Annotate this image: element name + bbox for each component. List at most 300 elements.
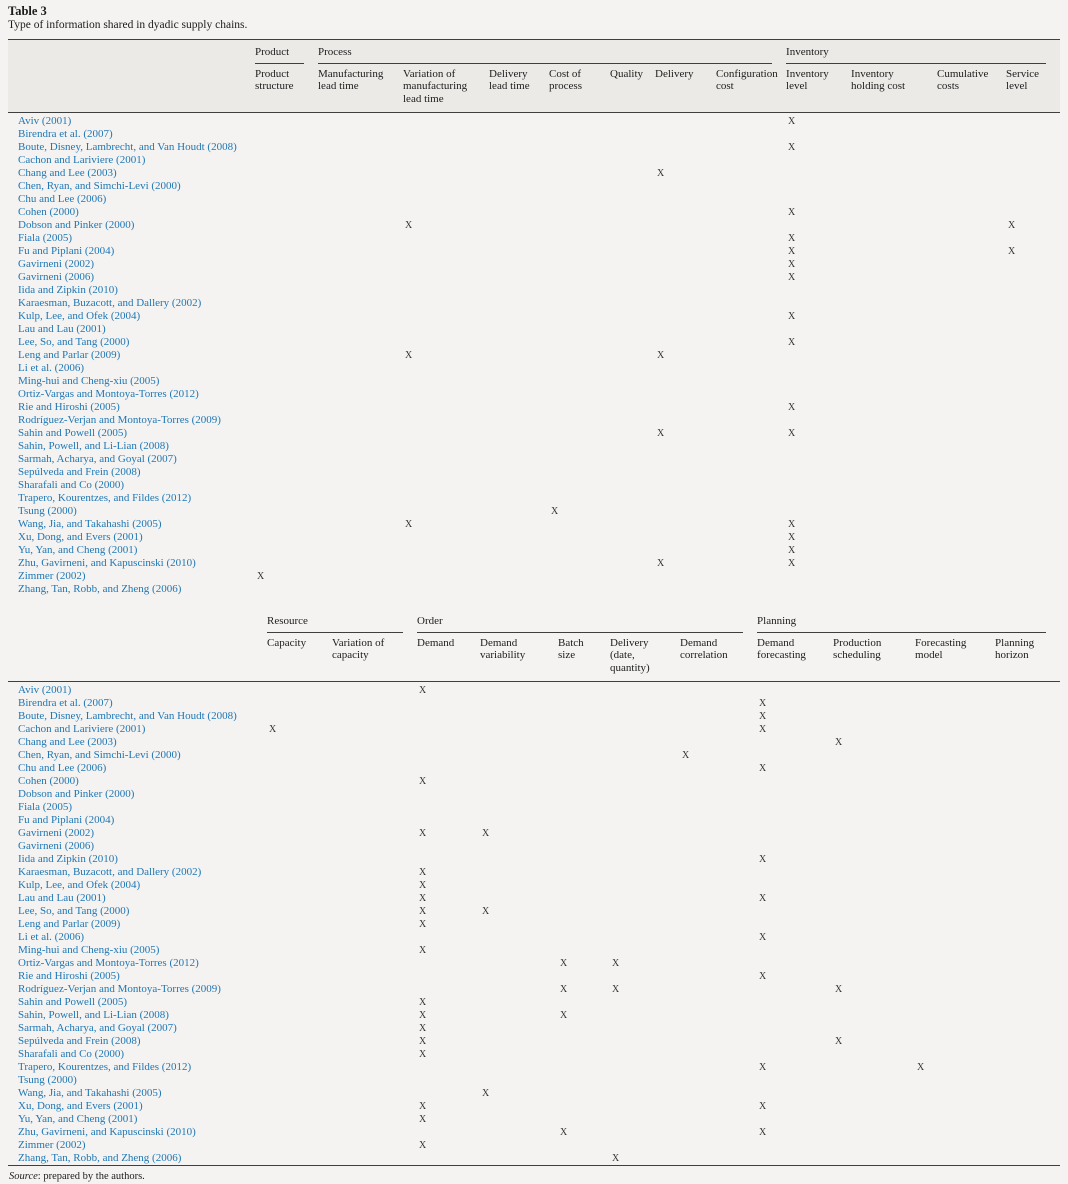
author-cell [8,219,255,232]
table-caption: Type of information shared in dyadic supply chains. [8,19,248,31]
empty-cell [255,141,318,154]
column-header-demand: Demand [417,633,480,682]
citation-link[interactable]: Sahin and Powell (2005) [18,996,128,1008]
empty-cell [610,879,680,892]
citation-link[interactable]: Boute, Disney, Lambrecht, and Van Houdt (2008) [18,141,237,153]
x-mark-cell: X [405,350,413,361]
empty-cell [1006,570,1060,583]
empty-cell [610,801,680,814]
empty-cell [680,814,757,827]
table-row [8,723,1060,736]
empty-cell [610,167,655,180]
citation-link[interactable]: Gavirneni (2002) [18,258,95,270]
citation-link[interactable]: Gavirneni (2006) [18,271,95,283]
empty-cell [489,583,549,596]
empty-cell [915,983,995,996]
empty-cell [558,853,610,866]
empty-cell [833,697,915,710]
empty-cell [549,297,610,310]
empty-cell [549,219,610,232]
citation-link[interactable]: Sarmah, Acharya, and Goyal (2007) [18,453,177,465]
x-mark-cell: X [788,428,796,439]
citation-link[interactable]: Yu, Yan, and Cheng (2001) [18,1113,138,1125]
x-mark-cell: X [419,776,427,787]
table-row [8,1009,1060,1022]
citation-link[interactable]: Sepúlveda and Frein (2008) [18,1035,141,1047]
x-mark-cell: X [788,337,796,348]
empty-cell [937,375,1006,388]
empty-cell [549,466,610,479]
table-row [8,682,1060,698]
table-row [8,1126,1060,1139]
table-row [8,697,1060,710]
x-mark-cell: X [788,545,796,556]
citation-link[interactable]: Birendra et al. (2007) [18,128,113,140]
citation-link[interactable]: Fiala (2005) [18,232,73,244]
empty-cell [558,918,610,931]
citation-link[interactable]: Ortiz-Vargas and Montoya-Torres (2012) [18,388,199,400]
empty-cell [480,762,558,775]
empty-cell [267,983,332,996]
citation-link[interactable]: Chu and Lee (2006) [18,762,107,774]
table-row [8,749,1060,762]
empty-cell [680,1074,757,1087]
empty-cell [549,245,610,258]
citation-link[interactable]: Cachon and Lariviere (2001) [18,154,146,166]
empty-cell [255,427,318,440]
empty-cell [716,401,786,414]
empty-cell [716,180,786,193]
citation-link[interactable]: Rodríguez-Verjan and Montoya-Torres (2009) [18,414,221,426]
empty-cell [786,323,851,336]
citation-link[interactable]: Aviv (2001) [18,684,72,696]
table-row [8,271,1060,284]
empty-cell [851,362,937,375]
citation-link[interactable]: Fu and Piplani (2004) [18,245,115,257]
empty-cell [558,723,610,736]
empty-cell [417,970,480,983]
column-header-cost-of-process: Cost of process [549,64,610,113]
table-row [8,375,1060,388]
author-cell [8,788,267,801]
citation-link[interactable]: Leng and Parlar (2009) [18,349,121,361]
empty-cell [757,957,833,970]
table-row [8,583,1060,596]
empty-cell [995,944,1060,957]
empty-cell [558,1100,610,1113]
empty-cell [489,362,549,375]
author-cell [8,827,267,840]
empty-cell [489,141,549,154]
empty-cell [610,505,655,518]
empty-cell [937,544,1006,557]
empty-cell [318,427,403,440]
empty-cell [915,853,995,866]
empty-cell [610,113,655,129]
empty-cell [937,336,1006,349]
empty-cell [655,323,716,336]
author-cell [8,879,267,892]
empty-cell [915,905,995,918]
empty-cell [489,258,549,271]
citation-link[interactable]: Sharafali and Co (2000) [18,479,124,491]
empty-cell [655,297,716,310]
citation-link[interactable]: Lau and Lau (2001) [18,892,106,904]
empty-cell [851,479,937,492]
empty-cell [318,193,403,206]
citation-link[interactable]: Iida and Zipkin (2010) [18,853,118,865]
empty-cell [549,336,610,349]
empty-cell [833,1009,915,1022]
column-header-configuration-cost: Configuration cost [716,64,786,113]
group-header-order: Order [417,609,757,633]
citation-link[interactable]: Lee, So, and Tang (2000) [18,336,130,348]
citation-link[interactable]: Wang, Jia, and Takahashi (2005) [18,518,162,530]
citation-link[interactable]: Sahin, Powell, and Li-Lian (2008) [18,440,169,452]
empty-cell [655,466,716,479]
empty-cell [480,957,558,970]
citation-link[interactable]: Fu and Piplani (2004) [18,814,115,826]
empty-cell [332,983,417,996]
empty-cell [255,180,318,193]
citation-link[interactable]: Yu, Yan, and Cheng (2001) [18,544,138,556]
citation-link[interactable]: Cachon and Lariviere (2001) [18,723,146,735]
empty-cell [995,1113,1060,1126]
citation-link[interactable]: Tsung (2000) [18,505,77,517]
x-mark-cell: X [682,750,690,761]
x-mark-cell: X [560,1010,568,1021]
empty-cell [757,840,833,853]
citation-link[interactable]: Boute, Disney, Lambrecht, and Van Houdt (2008) [18,710,237,722]
empty-cell [851,167,937,180]
empty-cell [610,775,680,788]
empty-cell [833,775,915,788]
empty-cell [255,362,318,375]
table-row [8,518,1060,531]
empty-cell [716,492,786,505]
citation-link[interactable]: Leng and Parlar (2009) [18,918,121,930]
author-cell [8,206,255,219]
empty-cell [610,736,680,749]
empty-cell [318,258,403,271]
empty-cell [680,879,757,892]
empty-cell [318,544,403,557]
citation-link[interactable]: Karaesman, Buzacott, and Dallery (2002) [18,866,202,878]
citation-link[interactable]: Cohen (2000) [18,206,79,218]
empty-cell [318,518,403,531]
empty-cell [549,154,610,167]
empty-cell [915,970,995,983]
x-mark-cell: X [759,971,767,982]
x-mark-cell: X [759,932,767,943]
citation-link[interactable]: Sepúlveda and Frein (2008) [18,466,141,478]
citation-link[interactable]: Iida and Zipkin (2010) [18,284,118,296]
empty-cell [851,427,937,440]
empty-cell [655,401,716,414]
empty-cell [489,180,549,193]
x-mark-cell: X [405,220,413,231]
x-mark-cell: X [759,1101,767,1112]
empty-cell [915,723,995,736]
citation-link[interactable]: Gavirneni (2002) [18,827,95,839]
table-row [8,258,1060,271]
empty-cell [1006,128,1060,141]
empty-cell [786,167,851,180]
empty-cell [255,479,318,492]
citation-link[interactable]: Xu, Dong, and Evers (2001) [18,531,143,543]
empty-cell [267,1152,332,1166]
empty-cell [549,401,610,414]
empty-cell [716,167,786,180]
empty-cell [610,284,655,297]
empty-cell [332,1113,417,1126]
empty-cell [489,323,549,336]
empty-cell [610,180,655,193]
empty-cell [937,271,1006,284]
empty-cell [680,1100,757,1113]
empty-cell [403,544,489,557]
empty-cell [480,1113,558,1126]
citation-link[interactable]: Lau and Lau (2001) [18,323,106,335]
empty-cell [937,492,1006,505]
empty-cell [937,531,1006,544]
empty-cell [937,414,1006,427]
empty-cell [757,682,833,698]
empty-cell [403,297,489,310]
empty-cell [255,440,318,453]
author-cell [8,710,267,723]
empty-cell [680,866,757,879]
citation-link[interactable]: Dobson and Pinker (2000) [18,788,135,800]
empty-cell [255,531,318,544]
empty-cell [417,853,480,866]
citation-link[interactable]: Trapero, Kourentzes, and Fildes (2012) [18,1061,192,1073]
empty-cell [255,323,318,336]
citation-link[interactable]: Zhu, Gavirneni, and Kapuscinski (2010) [18,557,196,569]
x-mark-cell: X [419,880,427,891]
empty-cell [1006,349,1060,362]
citation-link[interactable]: Trapero, Kourentzes, and Fildes (2012) [18,492,192,504]
x-mark-cell: X [788,311,796,322]
empty-cell [716,297,786,310]
citation-link[interactable]: Ming-hui and Cheng-xiu (2005) [18,375,160,387]
empty-cell [786,193,851,206]
table-row [8,905,1060,918]
empty-cell [833,1048,915,1061]
x-mark-cell: X [551,506,559,517]
empty-cell [995,1087,1060,1100]
x-mark-cell: X [788,246,796,257]
citation-link[interactable]: Rodríguez-Verjan and Montoya-Torres (2009) [18,983,221,995]
citation-link[interactable]: Sahin, Powell, and Li-Lian (2008) [18,1009,169,1021]
empty-cell [757,944,833,957]
author-cell [8,1087,267,1100]
empty-cell [558,1035,610,1048]
x-mark-cell: X [657,428,665,439]
citation-link[interactable]: Chen, Ryan, and Simchi-Levi (2000) [18,749,181,761]
citation-link[interactable]: Cohen (2000) [18,775,79,787]
author-cell [8,570,255,583]
citation-link[interactable]: Birendra et al. (2007) [18,697,113,709]
empty-cell [558,788,610,801]
empty-cell [1006,336,1060,349]
empty-cell [558,1061,610,1074]
empty-cell [915,996,995,1009]
empty-cell [549,531,610,544]
author-cell [8,427,255,440]
author-cell [8,479,255,492]
empty-cell [255,453,318,466]
author-cell [8,944,267,957]
table-row [8,349,1060,362]
author-cell [8,749,267,762]
author-cell [8,762,267,775]
empty-cell [995,866,1060,879]
citation-link[interactable]: Sahin and Powell (2005) [18,427,128,439]
citation-link[interactable]: Zhu, Gavirneni, and Kapuscinski (2010) [18,1126,196,1138]
empty-cell [332,749,417,762]
citation-link[interactable]: Dobson and Pinker (2000) [18,219,135,231]
citation-link[interactable]: Sharafali and Co (2000) [18,1048,124,1060]
x-mark-cell: X [560,984,568,995]
citation-link[interactable]: Kulp, Lee, and Ofek (2004) [18,879,141,891]
empty-cell [1006,401,1060,414]
citation-link[interactable]: Ortiz-Vargas and Montoya-Torres (2012) [18,957,199,969]
empty-cell [757,983,833,996]
empty-cell [489,284,549,297]
empty-cell [255,349,318,362]
empty-cell [851,193,937,206]
empty-cell [267,840,332,853]
empty-cell [403,557,489,570]
citation-link[interactable]: Zhang, Tan, Robb, and Zheng (2006) [18,1152,182,1164]
citation-link[interactable]: Kulp, Lee, and Ofek (2004) [18,310,141,322]
citation-link[interactable]: Rie and Hiroshi (2005) [18,970,120,982]
citation-link[interactable]: Fiala (2005) [18,801,73,813]
citation-link[interactable]: Lee, So, and Tang (2000) [18,905,130,917]
citation-link[interactable]: Xu, Dong, and Evers (2001) [18,1100,143,1112]
empty-cell [417,1152,480,1166]
empty-cell [255,167,318,180]
empty-cell [757,1152,833,1166]
empty-cell [610,544,655,557]
empty-cell [255,206,318,219]
author-column-header [8,609,267,633]
x-mark-cell: X [917,1062,925,1073]
citation-link[interactable]: Chang and Lee (2003) [18,736,117,748]
empty-cell [318,310,403,323]
empty-cell [267,944,332,957]
citation-link[interactable]: Zimmer (2002) [18,1139,86,1151]
citation-link[interactable]: Ming-hui and Cheng-xiu (2005) [18,944,160,956]
empty-cell [480,682,558,698]
empty-cell [937,232,1006,245]
citation-link[interactable]: Gavirneni (2006) [18,840,95,852]
citation-link[interactable]: Li et al. (2006) [18,362,84,374]
empty-cell [549,414,610,427]
empty-cell [610,258,655,271]
column-header-delivery-lead-time: Delivery lead time [489,64,549,113]
empty-cell [332,710,417,723]
citation-link[interactable]: Chen, Ryan, and Simchi-Levi (2000) [18,180,181,192]
empty-cell [610,297,655,310]
empty-cell [558,775,610,788]
empty-cell [833,957,915,970]
citation-link[interactable]: Zhang, Tan, Robb, and Zheng (2006) [18,583,182,595]
empty-cell [757,905,833,918]
empty-cell [757,1035,833,1048]
empty-cell [255,492,318,505]
citation-link[interactable]: Chu and Lee (2006) [18,193,107,205]
empty-cell [417,1074,480,1087]
empty-cell [610,866,680,879]
citation-link[interactable]: Li et al. (2006) [18,931,84,943]
empty-cell [680,983,757,996]
empty-cell [417,762,480,775]
empty-cell [995,682,1060,698]
empty-cell [937,427,1006,440]
empty-cell [786,479,851,492]
citation-link[interactable]: Aviv (2001) [18,115,72,127]
empty-cell [716,453,786,466]
empty-cell [549,557,610,570]
empty-cell [332,697,417,710]
empty-cell [757,1009,833,1022]
author-cell [8,232,255,245]
empty-cell [480,1074,558,1087]
empty-cell [558,1139,610,1152]
citation-link[interactable]: Karaesman, Buzacott, and Dallery (2002) [18,297,202,309]
empty-cell [489,570,549,583]
citation-link[interactable]: Wang, Jia, and Takahashi (2005) [18,1087,162,1099]
empty-cell [833,1152,915,1166]
empty-cell [610,814,680,827]
empty-cell [915,710,995,723]
empty-cell [267,1113,332,1126]
empty-cell [716,128,786,141]
author-cell [8,1035,267,1048]
empty-cell [549,206,610,219]
citation-link[interactable]: Rie and Hiroshi (2005) [18,401,120,413]
empty-cell [655,505,716,518]
empty-cell [915,827,995,840]
empty-cell [833,892,915,905]
empty-cell [558,1048,610,1061]
citation-link[interactable]: Sarmah, Acharya, and Goyal (2007) [18,1022,177,1034]
author-cell [8,271,255,284]
empty-cell [489,518,549,531]
citation-link[interactable]: Zimmer (2002) [18,570,86,582]
author-cell [8,492,255,505]
empty-cell [757,1087,833,1100]
empty-cell [558,697,610,710]
empty-cell [558,996,610,1009]
empty-cell [480,723,558,736]
empty-cell [995,1139,1060,1152]
citation-link[interactable]: Tsung (2000) [18,1074,77,1086]
table-row [8,128,1060,141]
empty-cell [489,336,549,349]
x-mark-cell: X [1008,220,1016,231]
citation-link[interactable]: Chang and Lee (2003) [18,167,117,179]
empty-cell [655,245,716,258]
group-header-product: Product [255,40,318,64]
empty-cell [851,440,937,453]
empty-cell [558,1074,610,1087]
empty-cell [332,1061,417,1074]
empty-cell [332,866,417,879]
empty-cell [610,1139,680,1152]
